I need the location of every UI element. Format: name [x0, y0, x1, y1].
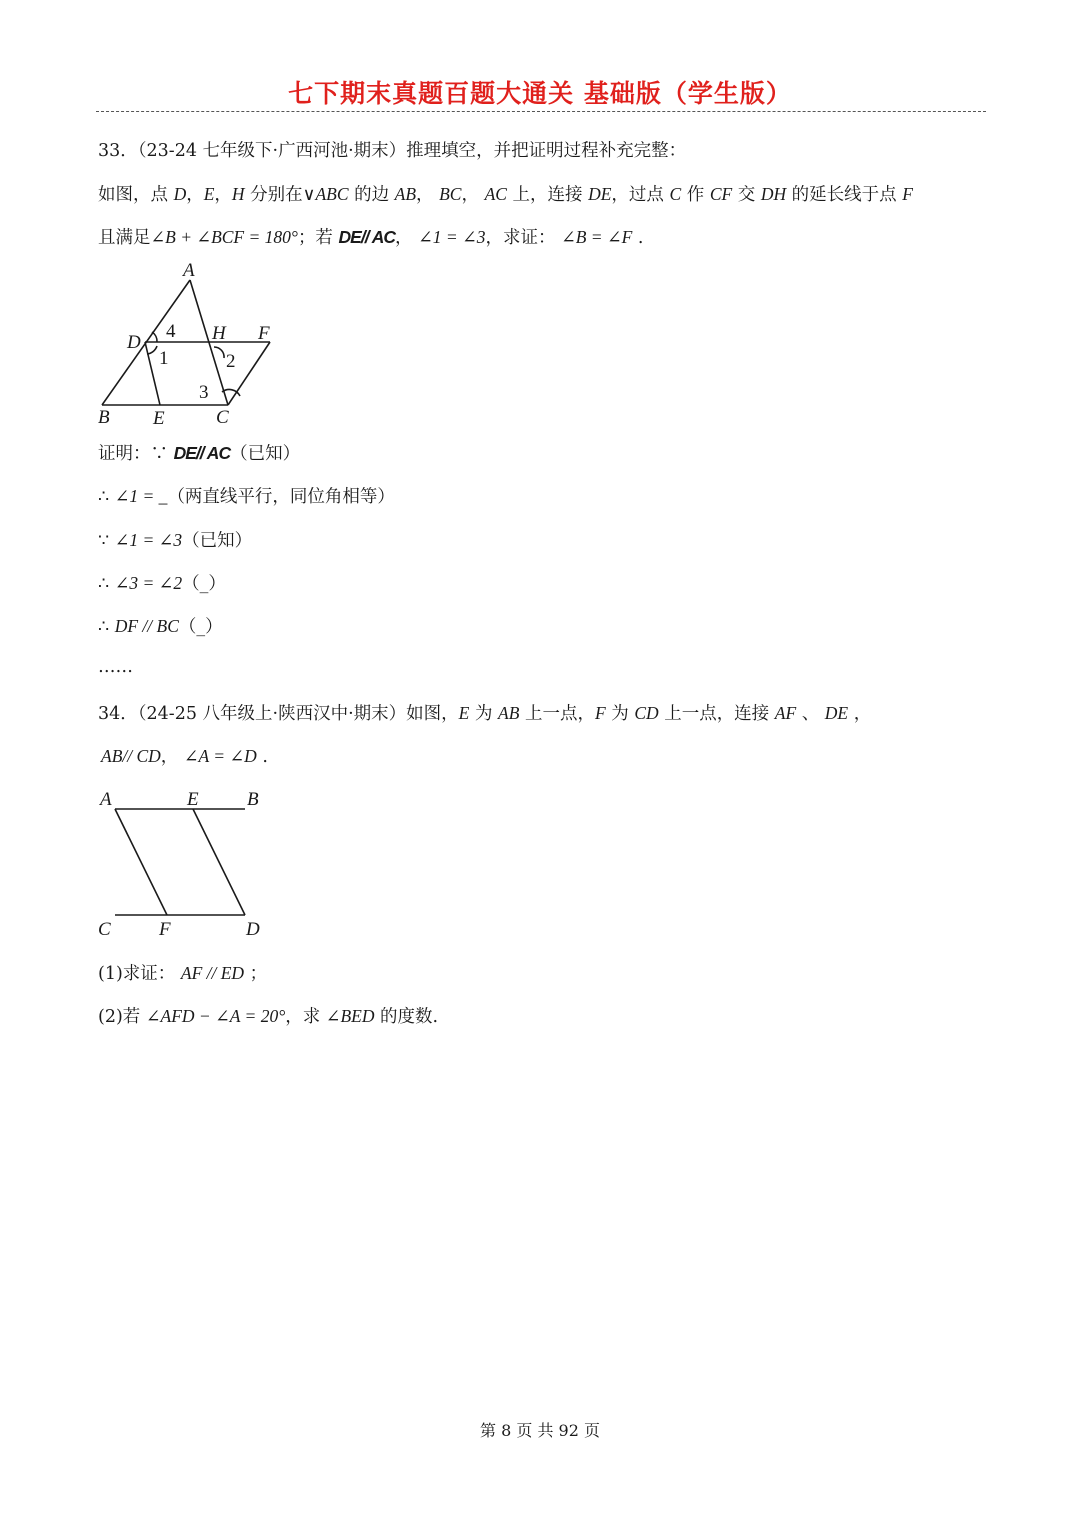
- proof-reason: （_）: [178, 617, 223, 637]
- label-3: 3: [199, 382, 209, 403]
- text: 的延长线于点: [786, 185, 903, 205]
- header-divider: [96, 111, 986, 112]
- proof-line-3: [98, 528, 252, 553]
- point-label: H: [231, 184, 245, 204]
- proof-reason: （两直线平行，同位角相等）: [167, 487, 395, 507]
- label-c: C: [98, 919, 111, 940]
- q34-subquestion-2: [98, 1004, 438, 1029]
- text: 上，连接: [506, 185, 589, 205]
- segment-label: DE: [588, 184, 612, 204]
- label-d: D: [127, 332, 141, 353]
- text: 为: [469, 704, 499, 724]
- proof-line-1: [98, 441, 300, 466]
- text: ，: [416, 185, 440, 205]
- segment-af: [115, 809, 167, 915]
- label-f: F: [258, 323, 270, 344]
- q34-figure: [95, 785, 280, 945]
- q34-heading: [98, 701, 871, 726]
- segment-label: CF: [709, 184, 733, 204]
- text: 交: [732, 185, 761, 205]
- label-b: B: [247, 789, 259, 810]
- text: 上一点，连接: [658, 704, 775, 724]
- math-expression: AB// CD: [101, 746, 161, 766]
- text: 如图，点: [98, 185, 174, 205]
- point-label: E: [458, 703, 470, 723]
- text: ，: [186, 185, 204, 205]
- proof-expression: ∠3 = ∠2: [114, 573, 183, 593]
- angle-arc-2: [214, 347, 224, 358]
- segment-label: CD: [634, 703, 659, 723]
- q34-source: （24-25 八年级上·陕西汉中·期末）如图，: [137, 704, 459, 724]
- text: ，: [395, 228, 419, 248]
- subquestion-number: (2): [98, 1007, 123, 1027]
- q33-figure: [90, 260, 290, 430]
- text: ，: [214, 185, 232, 205]
- proof-reason: （_）: [182, 574, 226, 594]
- subquestion-number: (1): [98, 964, 123, 984]
- proof-lead: ∴: [98, 574, 115, 594]
- text: 分别在: [244, 185, 303, 205]
- proof-reason: （已知）: [182, 531, 253, 551]
- text: 求证：: [122, 964, 181, 984]
- proof-expression: ∠1 = _: [114, 486, 168, 506]
- q33-source: （23-24 七年级下·广西河池·期末）推理填空，并把证明过程补充完整：: [137, 141, 687, 161]
- text: .: [632, 228, 644, 248]
- text: 作: [681, 185, 710, 205]
- text: ，: [848, 704, 872, 724]
- text: 为: [605, 704, 635, 724]
- text: ；: [244, 964, 268, 984]
- segment-label: BC: [439, 184, 462, 204]
- math-expression: ∠B = ∠F: [561, 227, 633, 247]
- proof-reason: （已知）: [230, 444, 301, 464]
- point-label: E: [203, 184, 215, 204]
- q33-heading: [98, 139, 686, 163]
- label-f: F: [159, 919, 171, 940]
- segment-label: DE: [824, 703, 849, 723]
- q33-statement-line2: [98, 225, 643, 250]
- page-number-footer: 第 8 页 共 92 页: [480, 1421, 600, 1440]
- point-label: D: [173, 184, 187, 204]
- point-label: F: [902, 184, 913, 204]
- label-2: 2: [226, 351, 236, 372]
- proof-lead: ∴: [98, 487, 115, 507]
- segment-label: DH: [760, 184, 787, 204]
- proof-expression: DE// AC: [173, 443, 231, 463]
- proof-line-5: [98, 614, 223, 639]
- math-expression: ∠BED: [325, 1006, 375, 1026]
- text: .: [256, 747, 268, 767]
- proof-line-2: [98, 484, 395, 509]
- label-a: A: [183, 260, 195, 281]
- label-d: D: [246, 919, 260, 940]
- q33-number: 33．: [98, 141, 138, 161]
- q34-statement-line2: [101, 744, 268, 769]
- segment-label: AC: [484, 184, 507, 204]
- label-h: H: [212, 323, 226, 344]
- q34-subquestion-1: [98, 961, 267, 986]
- segment-label: AB: [394, 184, 417, 204]
- proof-lead: 证明：∵: [98, 444, 174, 464]
- math-expression: ∠A = ∠D: [183, 746, 257, 766]
- label-b: B: [98, 407, 110, 428]
- triangle-name: ABC: [315, 184, 349, 204]
- text: ，过点: [611, 185, 670, 205]
- text: 上一点，: [519, 704, 595, 724]
- text: 、: [796, 704, 825, 724]
- page-title: 七下期末真题百题大通关 基础版（学生版）: [288, 79, 792, 108]
- segment-label: AB: [498, 703, 520, 723]
- math-expression: ∠1 = ∠3: [418, 227, 486, 247]
- angle-arc-1: [147, 346, 157, 354]
- text: ，求: [285, 1007, 326, 1027]
- proof-expression: ∠1 = ∠3: [114, 530, 183, 550]
- text: ，求证：: [485, 228, 562, 248]
- label-e: E: [153, 408, 165, 429]
- text: 的边: [348, 185, 395, 205]
- math-expression: ∠AFD − ∠A = 20°: [145, 1006, 286, 1026]
- math-expression: AF // ED: [180, 963, 245, 983]
- label-e: E: [187, 789, 199, 810]
- math-expression: ∠B + ∠BCF = 180°: [150, 227, 298, 247]
- proof-line-4: [98, 571, 226, 596]
- point-label: C: [669, 184, 682, 204]
- text: ；若: [297, 228, 339, 248]
- text: 若: [122, 1007, 146, 1027]
- proof-lead: ∴: [98, 617, 115, 637]
- label-1: 1: [159, 348, 169, 369]
- text: ，: [461, 185, 485, 205]
- proof-lead: ∵: [98, 531, 115, 551]
- label-c: C: [216, 407, 229, 428]
- proof-expression: DF // BC: [114, 616, 179, 636]
- label-4: 4: [166, 321, 176, 342]
- math-expression: DE// AC: [338, 227, 396, 247]
- triangle-symbol: ∨: [302, 185, 316, 205]
- point-label: F: [594, 703, 606, 723]
- segment-ed: [193, 809, 245, 915]
- angle-arc-4: [152, 332, 157, 342]
- text: 且满足: [98, 228, 151, 248]
- label-a: A: [100, 789, 112, 810]
- q34-number: 34．: [98, 704, 138, 724]
- segment-label: AF: [774, 703, 797, 723]
- q33-statement-line1: [98, 182, 913, 207]
- text: 的度数.: [374, 1007, 439, 1027]
- proof-ellipsis: ……: [98, 657, 133, 677]
- text: ，: [160, 747, 184, 767]
